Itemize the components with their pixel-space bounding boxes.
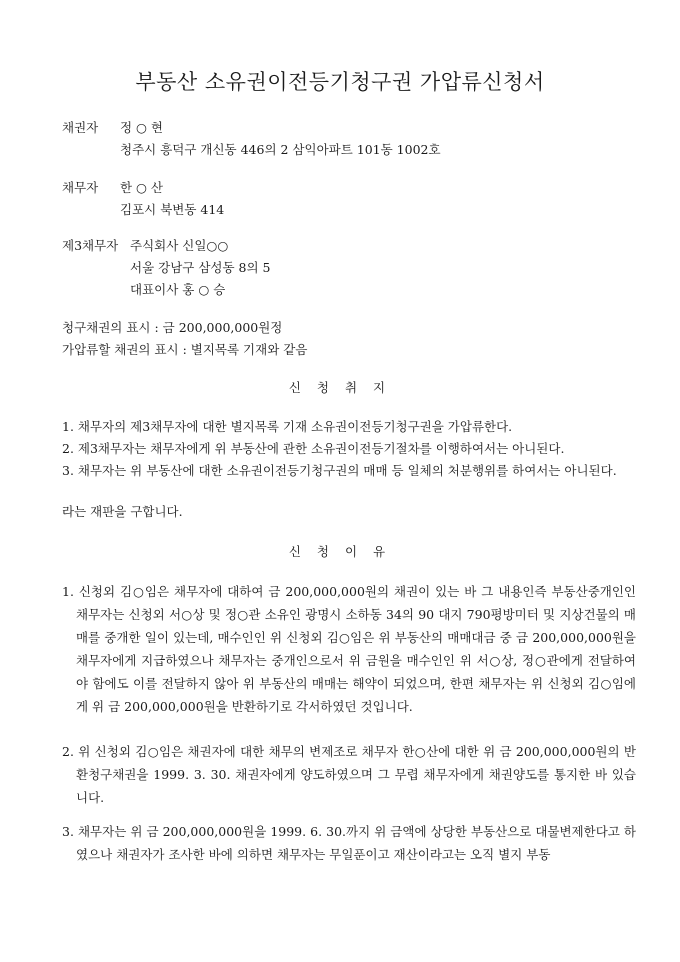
debtor-address: 김포시 북변동 414 [120, 202, 225, 217]
purpose-closing: 라는 재판을 구합니다. [62, 504, 183, 519]
creditor-name: 정 ○ 현 [120, 120, 164, 135]
creditor-address: 청주시 흥덕구 개신동 446의 2 삼익아파트 101동 1002호 [120, 142, 441, 157]
claim-amount: 청구채권의 표시 : 금 200,000,000원정 [62, 320, 283, 335]
debtor-label: 채무자 [62, 180, 99, 195]
purpose-item: 3. 채무자는 위 부동산에 대한 소유권이전등기청구권의 매매 등 일체의 처분행위를 하여서는 아니된다. [62, 463, 617, 478]
reasons-heading: 신 청 이 유 [288, 544, 392, 559]
third-debtor-representative: 대표이사 홍 ○ 승 [130, 282, 226, 297]
reason-paragraph: 1. 신청외 김○임은 채무자에 대하여 금 200,000,000원의 채권이 있는 바 그 내용인즉 부동산중개인인 채무자는 신청외 서○상 및 정○관 소유인 광명시 소하동 34의 90 대지 790평방미터 및 지상건물의 매매를 중개한 일이 있는데, 매수인인 위 신청외 김○임은 위 부동산의 매매대금 중 금 200,000,000원을 채무자에게 지급하였으나 채무자는 중개인으로서 위 금원을 매수인인 위 서○상, 정○관에게 전달하여야 함에도 이를 전달하지 않아 위 부동산의 매매는 해약이 되었으며, 한편 채무자는 위 신청외 김○임에게 위 금 200,000,000원을 반환하기로 각서하였던 것입니다. [62, 584, 636, 714]
reason-paragraph: 3. 채무자는 위 금 200,000,000원을 1999. 6. 30.까지 위 금액에 상당한 부동산으로 대물변제한다고 하였으나 채권자가 조사한 바에 의하면 채무자는 무일푼이고 재산이라고는 오직 별지 부동 [62, 824, 636, 862]
seizure-target: 가압류할 채권의 표시 : 별지목록 기재와 같음 [62, 342, 308, 357]
purpose-item: 1. 채무자의 제3채무자에 대한 별지목록 기재 소유권이전등기청구권을 가압류한다. [62, 419, 513, 434]
debtor-name: 한 ○ 산 [120, 180, 164, 195]
third-debtor-name: 주식회사 신일○○ [130, 238, 229, 253]
creditor-label: 채권자 [62, 120, 99, 135]
document-title: 부동산 소유권이전등기청구권 가압류신청서 [135, 70, 545, 94]
third-debtor-address: 서울 강남구 삼성동 8의 5 [130, 260, 271, 275]
third-debtor-label: 제3채무자 [62, 238, 119, 253]
reason-paragraph: 2. 위 신청외 김○임은 채권자에 대한 채무의 변제조로 채무자 한○산에 대한 위 금 200,000,000원의 반환청구채권을 1999. 3. 30. 채권자에게 양도하였으며 그 무렵 채무자에게 채권양도를 통지한 바 있습니다. [62, 744, 636, 805]
purpose-heading: 신 청 취 지 [288, 380, 392, 395]
purpose-item: 2. 제3채무자는 채무자에게 위 부동산에 관한 소유권이전등기절차를 이행하여서는 아니된다. [62, 441, 565, 456]
